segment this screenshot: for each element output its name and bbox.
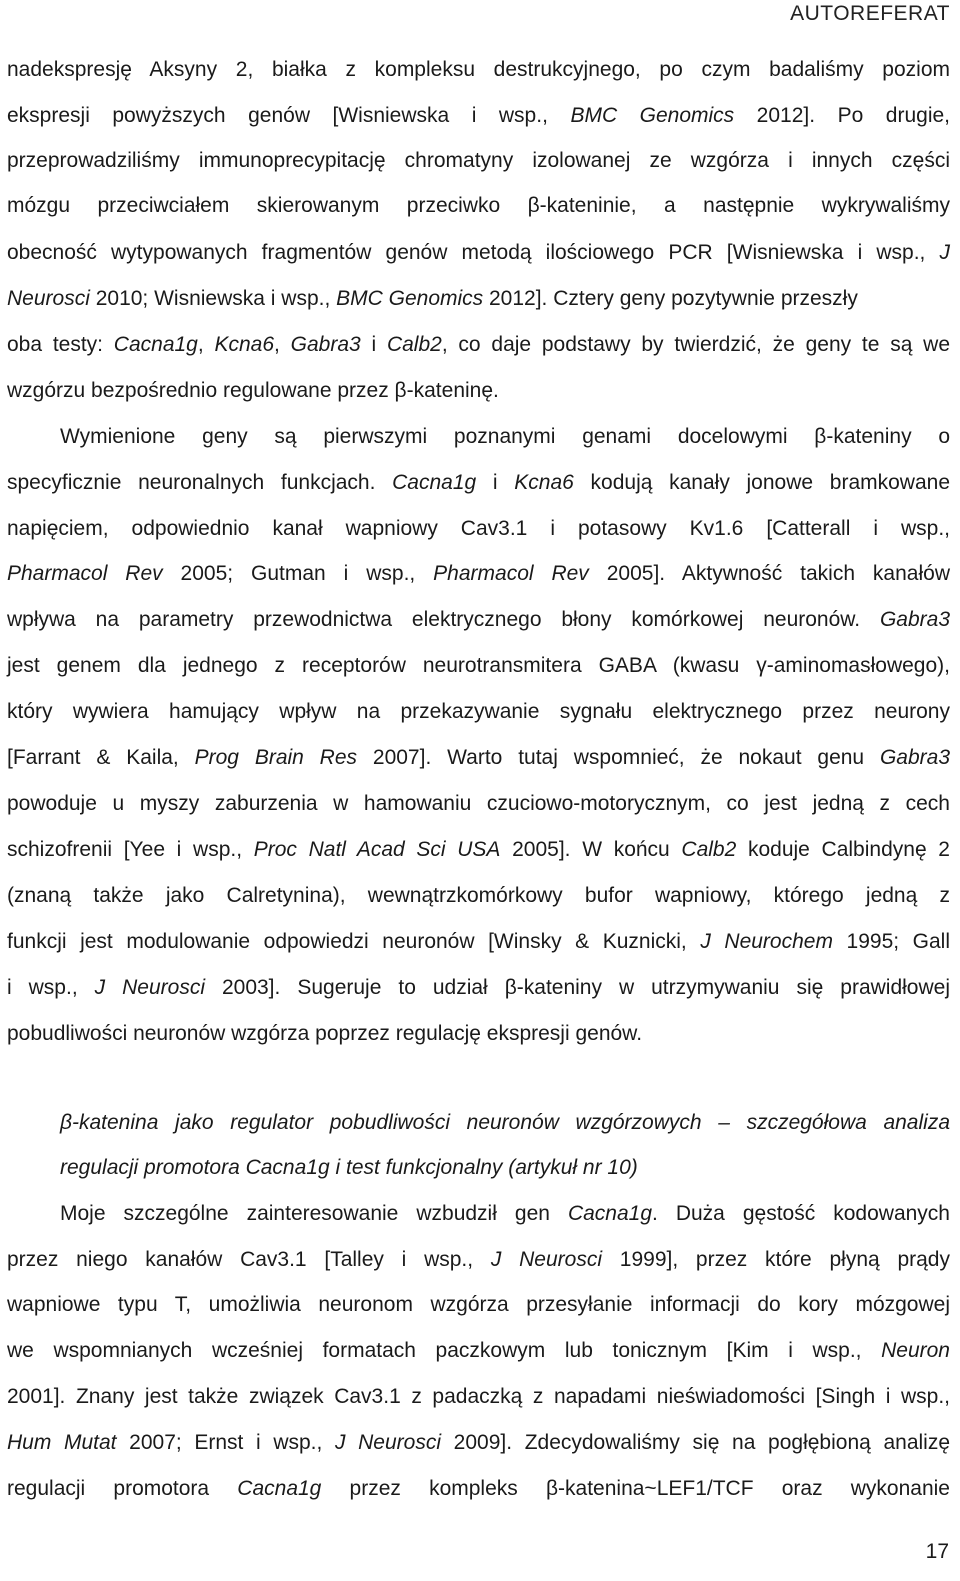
text-line [7,1245,950,1275]
italic-text: Pharmacol Rev [7,562,163,585]
text-line [7,1474,950,1504]
text-segment: 2005]. Aktywność takich kanałów [588,562,950,585]
text-segment: 2012]. Cztery geny pozytywnie przeszły [483,287,858,310]
text-line [7,1290,950,1320]
text-segment: specyficznie neuronalnych funkcjach. [7,471,393,494]
text-segment: oba testy: [7,333,114,356]
text-line [7,697,950,727]
text-line [60,422,950,452]
text-line [7,1019,950,1049]
text-segment: przez kompleks β-katenina~LEF1/TCF oraz wykonanie [321,1477,950,1500]
text-line [7,101,950,131]
text-line [7,468,950,498]
text-segment: 2005]. W końcu [500,838,682,861]
italic-text: J Neurosci [94,976,205,999]
text-line [7,743,950,773]
text-line [7,238,950,268]
text-line [7,55,950,85]
text-segment: i wsp., [7,976,95,999]
italic-text: BMC Genomics [570,104,735,127]
italic-text: Neurosci [7,287,90,310]
text-segment: wapniowe typu T, umożliwia neuronom wzgórza przesyłanie informacji do kory mózgowej [7,1293,950,1316]
text-segment: 2009]. Zdecydowaliśmy się na pogłębioną analizę [441,1431,951,1454]
text-line [7,881,950,911]
italic-text: Proc Natl Acad Sci USA [253,838,501,861]
text-segment: przez niego kanałów Cav3.1 [Talley i wsp., [7,1248,491,1271]
text-segment: powoduje u myszy zaburzenia w hamowaniu czuciowo-motorycznym, co jest jedną z cech [7,792,950,815]
text-line [7,973,950,1003]
text-line [7,376,950,406]
text-segment: koduje Calbindynę 2 [736,838,950,861]
italic-text: Calb2 [386,333,442,356]
italic-text: Hum Mutat [7,1431,117,1454]
text-segment: obecność wytypowanych fragmentów genów metodą ilościowego PCR [Wisniewska i wsp., [7,241,940,264]
text-line [60,1108,950,1138]
text-line [7,1428,950,1458]
text-segment: (znaną także jako Calretynina), wewnątrzkomórkowy bufor wapniowy, którego jedną z [7,884,950,907]
text-line [7,651,950,681]
text-segment: jest genem dla jednego z receptorów neurotransmitera GABA (kwasu γ-aminomasłowego), [7,654,950,677]
italic-text: β-katenina jako regulator pobudliwości neuronów wzgórzowych – szczegółowa analiza [60,1111,950,1134]
text-segment: kodują kanały jonowe bramkowane [573,471,950,494]
text-line [7,284,950,314]
text-segment: 2003]. Sugeruje to udział β-kateniny w utrzymywaniu się prawidłowej [204,976,950,999]
text-segment: 1999], przez które płyną prądy [602,1248,950,1271]
text-segment: wzgórzu bezpośrednio regulowane przez β-kateninę. [7,379,499,402]
text-segment: we wspomnianych wcześniej formatach paczkowym lub tonicznym [Kim i wsp., [7,1339,882,1362]
text-segment: [Farrant & Kaila, [7,746,195,769]
italic-text: Cacna1g [237,1477,322,1500]
italic-text: Gabra3 [290,333,361,356]
italic-text: Neuron [881,1339,950,1362]
italic-text: BMC Genomics [336,287,484,310]
text-segment: schizofrenii [Yee i wsp., [7,838,254,861]
text-segment: funkcji jest modulowanie odpowiedzi neuronów [Winsky & Kuznicki, [7,930,701,953]
text-segment: który wywiera hamujący wpływ na przekazywanie sygnału elektrycznego przez neurony [7,700,950,723]
italic-text: J Neurochem [700,930,833,953]
text-segment: pobudliwości neuronów wzgórza poprzez regulację ekspresji genów. [7,1022,643,1045]
italic-text: Prog Brain Res [194,746,358,769]
text-line [7,146,950,176]
page-number: 17 [925,1540,949,1563]
text-segment: 2005; Gutman i wsp., [162,562,434,585]
text-line [7,927,950,957]
italic-text: Cacna1g [113,333,198,356]
text-line [7,559,950,589]
italic-text: J Neurosci [490,1248,603,1271]
text-segment: 2001]. Znany jest także związek Cav3.1 z padaczką z napadami nieświadomości [Singh i wsp., [7,1385,950,1408]
italic-text: Kcna6 [214,333,275,356]
text-segment: i [476,471,515,494]
italic-text: regulacji promotora Cacna1g i test funkcjonalny (artykuł nr 10) [60,1156,638,1179]
text-segment: regulacji promotora [7,1477,238,1500]
text-segment: nadekspresję Aksyny 2, białka z kompleksu destrukcyjnego, po czym badaliśmy poziom [7,58,950,81]
italic-text: Pharmacol Rev [433,562,589,585]
text-segment: 2007]. Warto tutaj wspomnieć, że nokaut genu [357,746,880,769]
text-segment: napięciem, odpowiednio kanał wapniowy Cav3.1 i potasowy Kv1.6 [Catterall i wsp., [7,517,950,540]
text-line [7,835,950,865]
text-segment: . Duża gęstość kodowanych [652,1202,950,1225]
italic-text: Calb2 [681,838,737,861]
text-segment: 2007; Ernst i wsp., [116,1431,335,1454]
text-line [7,789,950,819]
text-segment: wpływa na parametry przewodnictwa elektrycznego błony komórkowej neuronów. [7,608,880,631]
text-line [7,1382,950,1412]
italic-text: Cacna1g [567,1202,652,1225]
text-line [7,514,950,544]
text-line [60,1199,950,1229]
italic-text: Gabra3 [879,608,950,631]
text-line [7,330,950,360]
text-line [60,1153,950,1183]
text-segment: , [197,333,215,356]
text-segment: i [360,333,387,356]
page-header: AUTOREFERAT [790,2,950,25]
text-segment: 2010; Wisniewska i wsp., [89,287,337,310]
text-segment: ekspresji powyższych genów [Wisniewska i wsp., [7,104,571,127]
text-line [7,605,950,635]
italic-text: J [939,241,950,264]
italic-text: J Neurosci [335,1431,442,1454]
text-segment: Wymienione geny są pierwszymi poznanymi genami docelowymi β-kateniny o [60,425,950,448]
text-segment: , [274,333,291,356]
text-segment: przeprowadziliśmy immunoprecypitację chromatyny izolowanej ze wzgórza i innych części [7,149,950,172]
text-segment: Moje szczególne zainteresowanie wzbudził gen [60,1202,568,1225]
text-line [7,191,950,221]
italic-text: Gabra3 [879,746,951,769]
text-line [7,1336,950,1366]
text-segment: 1995; Gall [832,930,950,953]
text-segment: mózgu przeciwciałem skierowanym przeciwko β-kateninie, a następnie wykrywaliśmy [7,194,950,217]
italic-text: Cacna1g [392,471,477,494]
text-segment: , co daje podstawy by twierdzić, że geny te są we [441,333,951,356]
text-segment: 2012]. Po drugie, [734,104,950,127]
italic-text: Kcna6 [514,471,574,494]
